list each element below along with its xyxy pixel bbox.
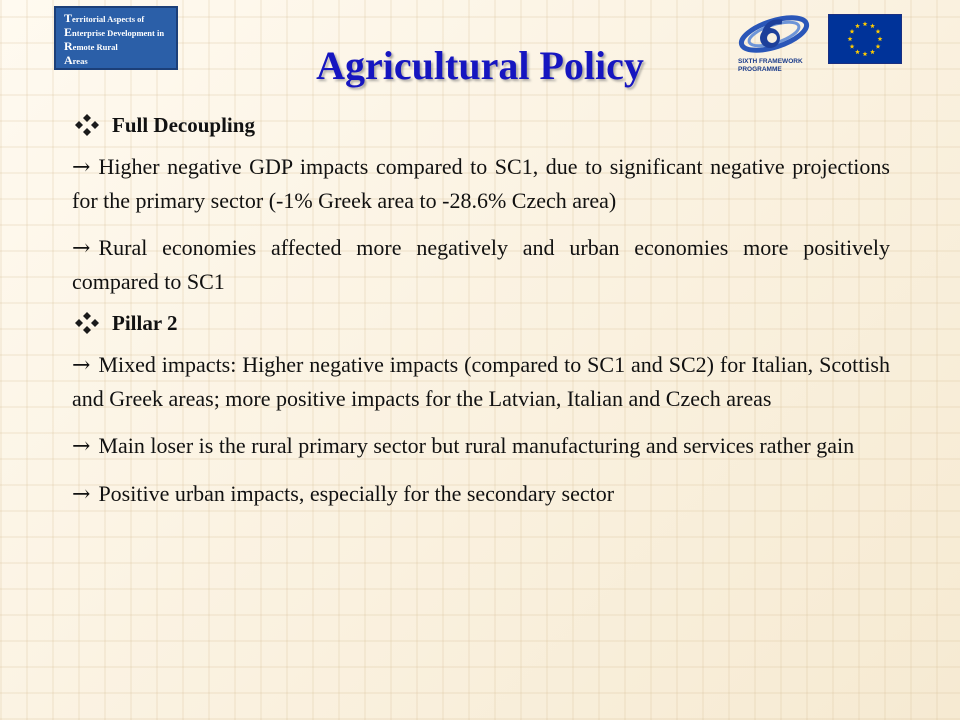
bullet-item [72,231,890,298]
section-heading-text: Pillar 2 [112,311,178,335]
right-arrow-icon: → [72,353,91,378]
fp6-label-line2: PROGRAMME [738,66,782,73]
logo-line-3: Remote Rural [64,39,118,53]
bullet-text: Main loser is the rural primary sector but rural manufacturing and services rather gain [98,433,855,458]
slide-content [72,110,890,511]
section-heading-text: Full Decoupling [112,113,255,137]
right-arrow-icon: → [72,482,91,507]
bullet-text: Rural economies affected more negatively and urban economies more positively compared to SC1 [72,235,890,294]
bullet-text: Positive urban impacts, especially for the secondary sector [98,481,615,506]
fp6-label-line1: SIXTH FRAMEWORK [738,58,803,65]
page-title: Agricultural Policy [316,43,644,88]
right-arrow-icon: → [72,434,91,459]
bullet-item [72,429,890,463]
logo-line-1: Territorial Aspects of [64,11,145,25]
bullet-item [72,477,890,511]
bullet-item [72,348,890,415]
right-arrow-icon: → [72,155,91,180]
logo-line-4: Areas [64,53,88,67]
section-heading-pillar-2 [72,308,890,338]
bullet-item [72,150,890,217]
logo-line-2: Enterprise Development in [64,25,165,39]
section-heading-full-decoupling [72,110,890,140]
four-diamond-icon [72,114,102,136]
four-diamond-icon [72,312,102,334]
bullet-text: Mixed impacts: Higher negative impacts (compared to SC1 and SC2) for Italian, Scottish and Greek areas; more positive impacts for the Latvian, Italian and Czech areas [72,352,890,411]
bullet-text: Higher negative GDP impacts compared to SC1, due to significant negative projections for the primary sector (-1% Greek area to -28.6% Czech area) [72,154,890,213]
right-arrow-icon: → [72,236,91,261]
